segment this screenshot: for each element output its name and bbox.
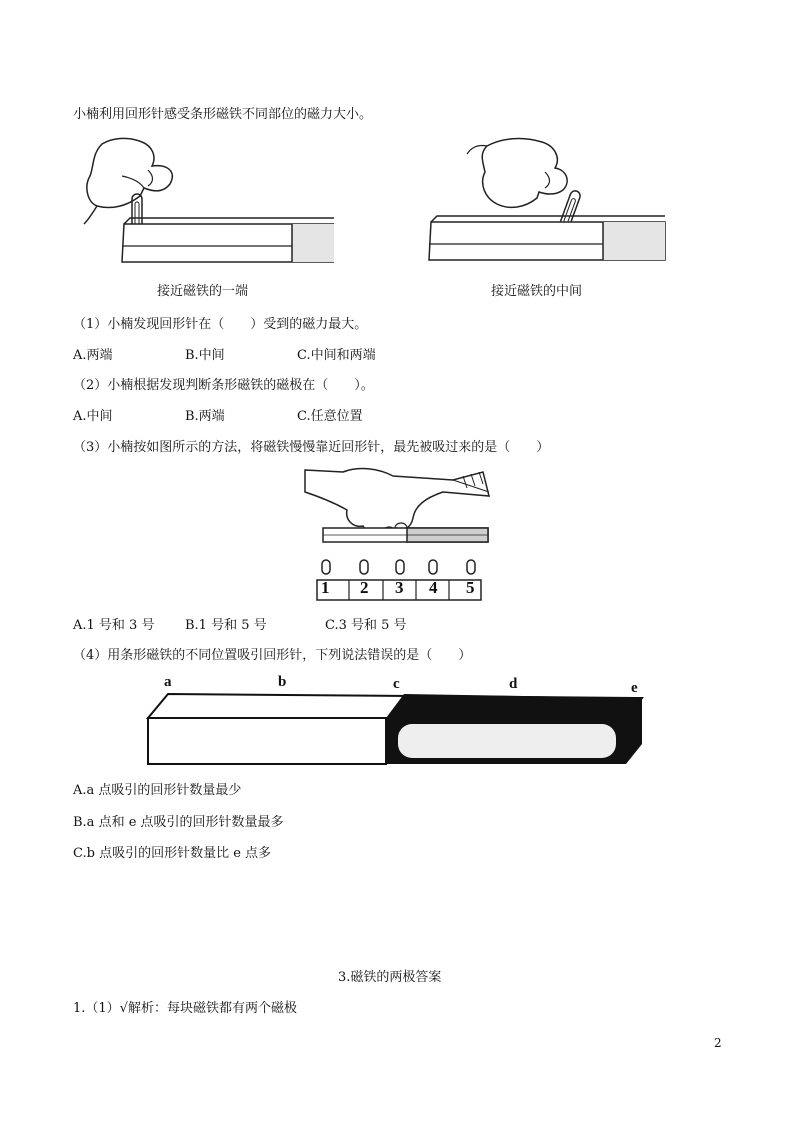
point-label-a: a	[164, 674, 172, 690]
q2-stem: （2）小楠根据发现判断条形磁铁的磁极在（ ）。	[73, 378, 374, 393]
figure-magnet-middle	[427, 136, 667, 268]
point-label-b: b	[278, 674, 287, 690]
point-label-c: c	[393, 676, 400, 692]
ruler-number-5: 5	[466, 578, 475, 597]
point-label-d: d	[509, 676, 518, 692]
figure-magnet-points	[146, 672, 646, 768]
answers-line-1: 1.（1）√解析：每块磁铁都有两个磁极	[73, 1001, 297, 1016]
figure-magnet-end	[82, 136, 334, 268]
intro-text: 小楠利用回形针感受条形磁铁不同部位的磁力大小。	[73, 107, 373, 122]
caption-magnet-middle: 接近磁铁的中间	[491, 284, 583, 299]
q2-option-a: A.中间	[73, 409, 113, 424]
q3-stem: （3）小楠按如图所示的方法，将磁铁慢慢靠近回形针，最先被吸过来的是（ ）	[73, 440, 550, 455]
q2-option-c: C.任意位置	[297, 409, 363, 424]
point-label-e: e	[631, 680, 638, 696]
answers-title: 3.磁铁的两极答案	[338, 970, 442, 985]
q3-option-b: B.1 号和 5 号	[185, 618, 267, 633]
figure-magnet-approach	[303, 462, 493, 602]
q4-option-a: A.a 点吸引的回形针数量最少	[73, 783, 242, 798]
q4-option-c: C.b 点吸引的回形针数量比 e 点多	[73, 846, 272, 861]
caption-magnet-end: 接近磁铁的一端	[157, 284, 249, 299]
q4-option-b: B.a 点和 e 点吸引的回形针数量最多	[73, 815, 284, 830]
q4-stem: （4）用条形磁铁的不同位置吸引回形针，下列说法错误的是（ ）	[73, 648, 472, 663]
q2-option-b: B.两端	[185, 409, 225, 424]
q1-option-c: C.中间和两端	[297, 348, 376, 363]
q1-option-b: B.中间	[185, 348, 225, 363]
ruler-number-3: 3	[395, 578, 404, 597]
q3-option-a: A.1 号和 3 号	[73, 618, 155, 633]
ruler-number-2: 2	[360, 578, 369, 597]
ruler-number-1: 1	[321, 578, 330, 597]
ruler-number-4: 4	[429, 578, 438, 597]
q3-option-c: C.3 号和 5 号	[325, 618, 407, 633]
q1-stem: （1）小楠发现回形针在（ ）受到的磁力最大。	[73, 317, 368, 332]
page-number: 2	[714, 1036, 722, 1050]
q1-option-a: A.两端	[73, 348, 113, 363]
